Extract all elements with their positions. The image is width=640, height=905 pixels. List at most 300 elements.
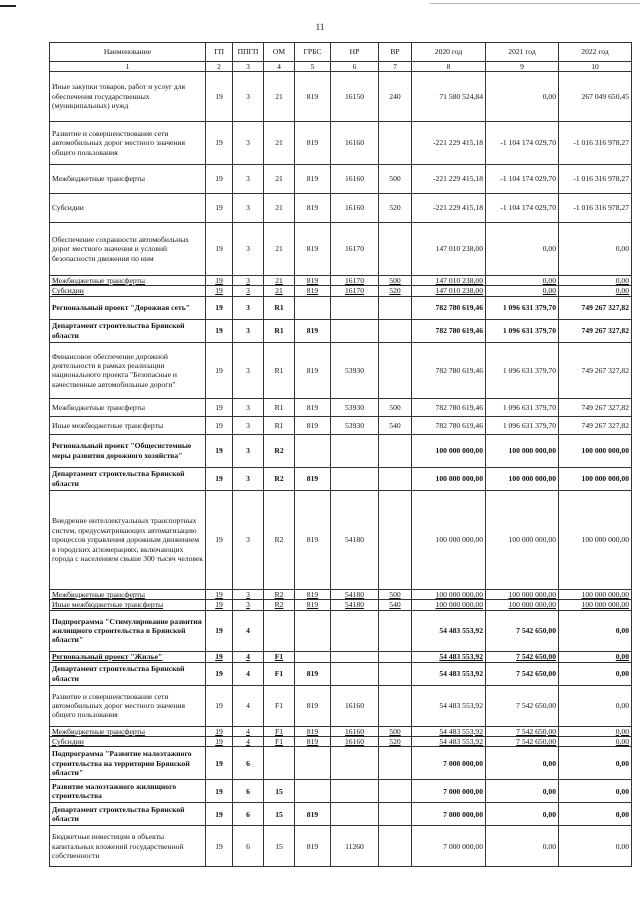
row-nr-cell: 16160 — [331, 685, 379, 726]
row-2022-cell: 749 267 327,82 — [559, 416, 632, 434]
row-vr-cell: 500 — [379, 398, 412, 416]
row-ppgp-cell: 4 — [233, 685, 264, 726]
row-vr-cell — [379, 434, 412, 467]
row-2022-cell: 0,00 — [559, 737, 632, 747]
row-name-cell: Межбюджетные трансферты — [50, 165, 206, 194]
row-name-cell: Департамент строительства Брянской области — [50, 662, 206, 685]
row-nr-cell — [331, 467, 379, 490]
row-2022-cell: 749 267 327,82 — [559, 319, 632, 342]
row-name-cell: Развитие и совершенствование сети автомобильных дорог местного значения общего пользования — [50, 685, 206, 726]
table-row — [50, 342, 632, 398]
row-gp-cell: 19 — [206, 651, 233, 662]
row-2020-cell: 54 483 553,92 — [412, 610, 486, 651]
row-grbs-cell: 819 — [295, 342, 331, 398]
row-nr-cell: 16160 — [331, 726, 379, 736]
table-row — [50, 122, 632, 165]
row-nr-cell: 16160 — [331, 165, 379, 194]
row-ppgp-cell: 6 — [233, 747, 264, 780]
row-2021-cell: 0,00 — [486, 780, 559, 803]
row-vr-cell — [379, 319, 412, 342]
row-om-cell — [264, 747, 295, 780]
row-2021-cell: 1 096 631 379,70 — [486, 416, 559, 434]
table-row — [50, 610, 632, 651]
row-grbs-cell — [295, 780, 331, 803]
budget-table — [49, 42, 632, 867]
row-ppgp-cell: 3 — [233, 416, 264, 434]
row-grbs-cell — [295, 296, 331, 319]
row-2020-cell: 7 000 000,00 — [412, 780, 486, 803]
column-number: 3 — [233, 62, 264, 72]
row-gp-cell: 19 — [206, 803, 233, 826]
table-header-row — [50, 43, 632, 62]
row-2021-cell: 100 000 000,00 — [486, 490, 559, 589]
row-name-cell: Субсидии — [50, 286, 206, 296]
row-name-cell: Межбюджетные трансферты — [50, 398, 206, 416]
row-2022-cell: 0,00 — [559, 651, 632, 662]
row-gp-cell: 19 — [206, 490, 233, 589]
row-2022-cell: 0,00 — [559, 610, 632, 651]
header-name: Наименование — [50, 43, 206, 62]
row-2020-cell: 782 780 619,46 — [412, 319, 486, 342]
row-vr-cell — [379, 296, 412, 319]
row-gp-cell: 19 — [206, 610, 233, 651]
row-name-cell: Подпрограмма "Развитие малоэтажного строительства на территории Брянской области" — [50, 747, 206, 780]
table-row — [50, 276, 632, 286]
row-om-cell: 21 — [264, 276, 295, 286]
row-2022-cell: -1 016 316 978,27 — [559, 122, 632, 165]
column-number: 1 — [50, 62, 206, 72]
row-2022-cell: 749 267 327,82 — [559, 342, 632, 398]
row-ppgp-cell: 3 — [233, 194, 264, 223]
row-grbs-cell: 819 — [295, 826, 331, 867]
row-om-cell: R1 — [264, 319, 295, 342]
row-2021-cell: 100 000 000,00 — [486, 600, 559, 610]
row-name-cell: Подпрограмма "Стимулирование развития жилищного строительства в Брянской области" — [50, 610, 206, 651]
row-gp-cell: 19 — [206, 72, 233, 122]
row-om-cell: 21 — [264, 72, 295, 122]
table-row — [50, 296, 632, 319]
row-om-cell: 15 — [264, 780, 295, 803]
page-corner-mark — [0, 5, 16, 7]
row-ppgp-cell: 3 — [233, 434, 264, 467]
row-ppgp-cell: 6 — [233, 780, 264, 803]
row-vr-cell: 500 — [379, 165, 412, 194]
row-om-cell — [264, 610, 295, 651]
row-2022-cell: 0,00 — [559, 826, 632, 867]
table-row — [50, 434, 632, 467]
table-row — [50, 589, 632, 599]
row-om-cell: 15 — [264, 803, 295, 826]
row-vr-cell — [379, 803, 412, 826]
row-grbs-cell: 819 — [295, 286, 331, 296]
row-2021-cell: -1 104 174 029,70 — [486, 194, 559, 223]
row-2021-cell: -1 104 174 029,70 — [486, 122, 559, 165]
row-grbs-cell: 819 — [295, 589, 331, 599]
row-2021-cell: 0,00 — [486, 276, 559, 286]
row-om-cell: 21 — [264, 286, 295, 296]
row-ppgp-cell: 3 — [233, 286, 264, 296]
row-2021-cell: -1 104 174 029,70 — [486, 165, 559, 194]
table-row — [50, 737, 632, 747]
row-ppgp-cell: 3 — [233, 319, 264, 342]
row-2020-cell: 100 000 000,00 — [412, 467, 486, 490]
row-2021-cell: 0,00 — [486, 223, 559, 276]
row-gp-cell: 19 — [206, 165, 233, 194]
row-2020-cell: 54 483 553,92 — [412, 651, 486, 662]
table-row — [50, 651, 632, 662]
row-2022-cell: -1 016 316 978,27 — [559, 194, 632, 223]
table-row — [50, 398, 632, 416]
column-number: 4 — [264, 62, 295, 72]
row-2021-cell: 7 542 650,00 — [486, 610, 559, 651]
row-2021-cell: 100 000 000,00 — [486, 589, 559, 599]
row-2020-cell: 54 483 553,92 — [412, 726, 486, 736]
row-grbs-cell — [295, 651, 331, 662]
row-name-cell: Региональный проект "Дорожная сеть" — [50, 296, 206, 319]
row-nr-cell — [331, 780, 379, 803]
row-grbs-cell: 819 — [295, 276, 331, 286]
row-ppgp-cell: 3 — [233, 600, 264, 610]
row-gp-cell: 19 — [206, 286, 233, 296]
table-row — [50, 780, 632, 803]
row-vr-cell: 520 — [379, 194, 412, 223]
row-2020-cell: 7 000 000,00 — [412, 803, 486, 826]
row-2020-cell: -221 229 415,18 — [412, 165, 486, 194]
row-2022-cell: 0,00 — [559, 276, 632, 286]
row-2020-cell: 54 483 553,92 — [412, 662, 486, 685]
row-2020-cell: 782 780 619,46 — [412, 398, 486, 416]
row-om-cell: R2 — [264, 490, 295, 589]
row-vr-cell — [379, 122, 412, 165]
table-body — [50, 72, 632, 867]
row-2021-cell: 100 000 000,00 — [486, 467, 559, 490]
row-2022-cell: 749 267 327,82 — [559, 296, 632, 319]
row-vr-cell — [379, 651, 412, 662]
row-grbs-cell: 819 — [295, 600, 331, 610]
row-om-cell: R1 — [264, 296, 295, 319]
row-vr-cell — [379, 490, 412, 589]
header-2022: 2022 год — [559, 43, 632, 62]
row-nr-cell: 53930 — [331, 342, 379, 398]
row-vr-cell: 540 — [379, 416, 412, 434]
row-grbs-cell: 819 — [295, 726, 331, 736]
row-nr-cell: 53930 — [331, 398, 379, 416]
row-gp-cell: 19 — [206, 662, 233, 685]
row-nr-cell: 16160 — [331, 122, 379, 165]
table-row — [50, 286, 632, 296]
row-om-cell: F1 — [264, 651, 295, 662]
row-ppgp-cell: 3 — [233, 296, 264, 319]
row-vr-cell — [379, 610, 412, 651]
row-nr-cell: 16170 — [331, 286, 379, 296]
row-2021-cell: 1 096 631 379,70 — [486, 398, 559, 416]
row-vr-cell — [379, 780, 412, 803]
row-2022-cell: -1 016 316 978,27 — [559, 165, 632, 194]
row-2020-cell: 7 000 000,00 — [412, 826, 486, 867]
row-name-cell: Иные закупки товаров, работ и услуг для обеспечения государственных (муниципальных) нужд — [50, 72, 206, 122]
row-gp-cell: 19 — [206, 398, 233, 416]
row-vr-cell — [379, 747, 412, 780]
row-grbs-cell: 819 — [295, 467, 331, 490]
table-row — [50, 223, 632, 276]
row-name-cell: Внедрение интеллектуальных транспортных систем, предусматривающих автоматизацию процессов управления дорожным движением в городских агломерациях, включающих города с населением свыше 300 тысяч человек — [50, 490, 206, 589]
row-name-cell: Финансовое обеспечение дорожной деятельности в рамках реализации национального проекта "Безопасные и качественные автомобильные дороги" — [50, 342, 206, 398]
row-2020-cell: 147 010 238,00 — [412, 286, 486, 296]
header-vr: ВР — [379, 43, 412, 62]
row-name-cell: Департамент строительства Брянской области — [50, 803, 206, 826]
row-vr-cell: 500 — [379, 726, 412, 736]
row-grbs-cell: 819 — [295, 416, 331, 434]
row-2020-cell: 100 000 000,00 — [412, 490, 486, 589]
column-number: 10 — [559, 62, 632, 72]
row-ppgp-cell: 6 — [233, 803, 264, 826]
row-grbs-cell — [295, 610, 331, 651]
row-name-cell: Развитие малоэтажного жилищного строительства — [50, 780, 206, 803]
row-2020-cell: 147 010 238,00 — [412, 223, 486, 276]
row-name-cell: Региональный проект "Жилье" — [50, 651, 206, 662]
row-ppgp-cell: 4 — [233, 651, 264, 662]
column-number: 9 — [486, 62, 559, 72]
row-gp-cell: 19 — [206, 826, 233, 867]
table-row — [50, 685, 632, 726]
row-gp-cell: 19 — [206, 467, 233, 490]
table-row — [50, 803, 632, 826]
row-vr-cell — [379, 662, 412, 685]
row-name-cell: Региональный проект "Общесистемные меры развития дорожного хозяйства" — [50, 434, 206, 467]
row-vr-cell: 500 — [379, 276, 412, 286]
row-gp-cell: 19 — [206, 737, 233, 747]
row-2022-cell: 0,00 — [559, 685, 632, 726]
row-2021-cell: 1 096 631 379,70 — [486, 319, 559, 342]
row-2021-cell: 0,00 — [486, 72, 559, 122]
page-number: 11 — [315, 22, 325, 32]
row-name-cell: Иные межбюджетные трансферты — [50, 416, 206, 434]
page-top-rule — [430, 3, 640, 4]
row-2022-cell: 0,00 — [559, 747, 632, 780]
row-grbs-cell: 819 — [295, 490, 331, 589]
row-2021-cell: 0,00 — [486, 747, 559, 780]
column-number: 2 — [206, 62, 233, 72]
row-nr-cell: 16170 — [331, 276, 379, 286]
row-nr-cell: 16160 — [331, 737, 379, 747]
row-2022-cell: 749 267 327,82 — [559, 398, 632, 416]
row-gp-cell: 19 — [206, 685, 233, 726]
row-gp-cell: 19 — [206, 589, 233, 599]
row-grbs-cell: 819 — [295, 685, 331, 726]
row-om-cell: F1 — [264, 737, 295, 747]
row-ppgp-cell: 3 — [233, 276, 264, 286]
row-grbs-cell: 819 — [295, 662, 331, 685]
row-name-cell: Межбюджетные трансферты — [50, 726, 206, 736]
row-2021-cell: 7 542 650,00 — [486, 651, 559, 662]
row-ppgp-cell: 4 — [233, 662, 264, 685]
row-gp-cell: 19 — [206, 600, 233, 610]
row-ppgp-cell: 4 — [233, 726, 264, 736]
row-gp-cell: 19 — [206, 194, 233, 223]
row-2022-cell: 0,00 — [559, 223, 632, 276]
row-ppgp-cell: 3 — [233, 122, 264, 165]
row-2021-cell: 1 096 631 379,70 — [486, 296, 559, 319]
row-grbs-cell: 819 — [295, 72, 331, 122]
row-2021-cell: 100 000 000,00 — [486, 434, 559, 467]
row-2020-cell: 100 000 000,00 — [412, 434, 486, 467]
row-2020-cell: 100 000 000,00 — [412, 589, 486, 599]
row-2020-cell: 782 780 619,46 — [412, 416, 486, 434]
row-nr-cell: 54180 — [331, 589, 379, 599]
row-om-cell: 21 — [264, 223, 295, 276]
table-row — [50, 467, 632, 490]
row-gp-cell: 19 — [206, 223, 233, 276]
row-2022-cell: 100 000 000,00 — [559, 600, 632, 610]
row-om-cell: F1 — [264, 685, 295, 726]
row-name-cell: Департамент строительства Брянской области — [50, 467, 206, 490]
row-vr-cell: 500 — [379, 589, 412, 599]
row-name-cell: Обеспечение сохранности автомобильных дорог местного значения и условий безопасности движения по ним — [50, 223, 206, 276]
row-grbs-cell: 819 — [295, 194, 331, 223]
header-om: ОМ — [264, 43, 295, 62]
row-2022-cell: 100 000 000,00 — [559, 467, 632, 490]
row-2022-cell: 0,00 — [559, 662, 632, 685]
row-gp-cell: 19 — [206, 319, 233, 342]
row-om-cell: F1 — [264, 726, 295, 736]
row-nr-cell — [331, 662, 379, 685]
row-nr-cell: 16160 — [331, 194, 379, 223]
row-gp-cell: 19 — [206, 726, 233, 736]
row-name-cell: Межбюджетные трансферты — [50, 276, 206, 286]
row-2022-cell: 267 049 650,45 — [559, 72, 632, 122]
table-row — [50, 416, 632, 434]
row-vr-cell — [379, 685, 412, 726]
table-row — [50, 826, 632, 867]
row-2021-cell: 7 542 650,00 — [486, 662, 559, 685]
header-nr: НР — [331, 43, 379, 62]
header-grbs: ГРБС — [295, 43, 331, 62]
table-row — [50, 662, 632, 685]
table-row — [50, 747, 632, 780]
row-2020-cell: 782 780 619,46 — [412, 342, 486, 398]
table-row — [50, 194, 632, 223]
row-gp-cell: 19 — [206, 276, 233, 286]
table-row — [50, 72, 632, 122]
row-2020-cell: 54 483 553,92 — [412, 737, 486, 747]
row-gp-cell: 19 — [206, 296, 233, 319]
table-row — [50, 319, 632, 342]
row-om-cell: F1 — [264, 662, 295, 685]
row-om-cell: R2 — [264, 600, 295, 610]
row-2022-cell: 0,00 — [559, 780, 632, 803]
row-grbs-cell: 819 — [295, 737, 331, 747]
row-2022-cell: 100 000 000,00 — [559, 589, 632, 599]
row-grbs-cell: 819 — [295, 319, 331, 342]
table-row — [50, 600, 632, 610]
column-number-row — [50, 62, 632, 72]
row-vr-cell: 540 — [379, 600, 412, 610]
row-2021-cell: 1 096 631 379,70 — [486, 342, 559, 398]
row-vr-cell — [379, 467, 412, 490]
row-name-cell: Субсидии — [50, 737, 206, 747]
row-ppgp-cell: 3 — [233, 342, 264, 398]
row-gp-cell: 19 — [206, 416, 233, 434]
row-gp-cell: 19 — [206, 434, 233, 467]
row-nr-cell — [331, 747, 379, 780]
row-2021-cell: 7 542 650,00 — [486, 737, 559, 747]
row-nr-cell: 54180 — [331, 490, 379, 589]
row-nr-cell — [331, 296, 379, 319]
row-2021-cell: 7 542 650,00 — [486, 726, 559, 736]
row-ppgp-cell: 3 — [233, 398, 264, 416]
header-2020: 2020 год — [412, 43, 486, 62]
row-ppgp-cell: 3 — [233, 223, 264, 276]
row-grbs-cell: 819 — [295, 803, 331, 826]
column-number: 8 — [412, 62, 486, 72]
row-name-cell: Иные межбюджетные трансферты — [50, 600, 206, 610]
row-ppgp-cell: 6 — [233, 826, 264, 867]
row-2020-cell: -221 229 415,18 — [412, 122, 486, 165]
row-name-cell: Бюджетные инвестиции в объекты капитальных вложений государственной собственности — [50, 826, 206, 867]
row-2022-cell: 0,00 — [559, 803, 632, 826]
row-nr-cell: 53930 — [331, 416, 379, 434]
row-2020-cell: 100 000 000,00 — [412, 600, 486, 610]
row-om-cell: R2 — [264, 467, 295, 490]
row-2020-cell: 71 580 524,84 — [412, 72, 486, 122]
header-gp: ГП — [206, 43, 233, 62]
row-om-cell: R1 — [264, 342, 295, 398]
row-2020-cell: -221 229 415,18 — [412, 194, 486, 223]
row-vr-cell: 520 — [379, 286, 412, 296]
row-2022-cell: 0,00 — [559, 286, 632, 296]
row-gp-cell: 19 — [206, 747, 233, 780]
row-ppgp-cell: 4 — [233, 610, 264, 651]
row-name-cell: Департамент строительства Брянской области — [50, 319, 206, 342]
row-ppgp-cell: 3 — [233, 165, 264, 194]
row-name-cell: Субсидии — [50, 194, 206, 223]
row-vr-cell — [379, 826, 412, 867]
table-row — [50, 726, 632, 736]
row-2020-cell: 782 780 619,46 — [412, 296, 486, 319]
row-vr-cell: 240 — [379, 72, 412, 122]
row-2021-cell: 0,00 — [486, 286, 559, 296]
row-nr-cell: 11260 — [331, 826, 379, 867]
row-om-cell: R1 — [264, 416, 295, 434]
row-om-cell: 21 — [264, 194, 295, 223]
row-nr-cell — [331, 434, 379, 467]
row-2021-cell: 7 542 650,00 — [486, 685, 559, 726]
row-om-cell: R2 — [264, 589, 295, 599]
row-nr-cell — [331, 651, 379, 662]
row-2020-cell: 54 483 553,92 — [412, 685, 486, 726]
column-number: 6 — [331, 62, 379, 72]
row-2020-cell: 147 010 238,00 — [412, 276, 486, 286]
row-2022-cell: 0,00 — [559, 726, 632, 736]
row-grbs-cell — [295, 747, 331, 780]
row-ppgp-cell: 3 — [233, 589, 264, 599]
row-om-cell: 15 — [264, 826, 295, 867]
row-om-cell: 21 — [264, 122, 295, 165]
row-ppgp-cell: 3 — [233, 467, 264, 490]
row-2022-cell: 100 000 000,00 — [559, 434, 632, 467]
row-vr-cell — [379, 342, 412, 398]
row-grbs-cell: 819 — [295, 223, 331, 276]
row-name-cell: Межбюджетные трансферты — [50, 589, 206, 599]
row-ppgp-cell: 3 — [233, 72, 264, 122]
row-grbs-cell: 819 — [295, 122, 331, 165]
column-number: 7 — [379, 62, 412, 72]
row-2021-cell: 0,00 — [486, 826, 559, 867]
row-nr-cell: 16170 — [331, 223, 379, 276]
row-om-cell: R1 — [264, 398, 295, 416]
table-row — [50, 490, 632, 589]
row-gp-cell: 19 — [206, 780, 233, 803]
